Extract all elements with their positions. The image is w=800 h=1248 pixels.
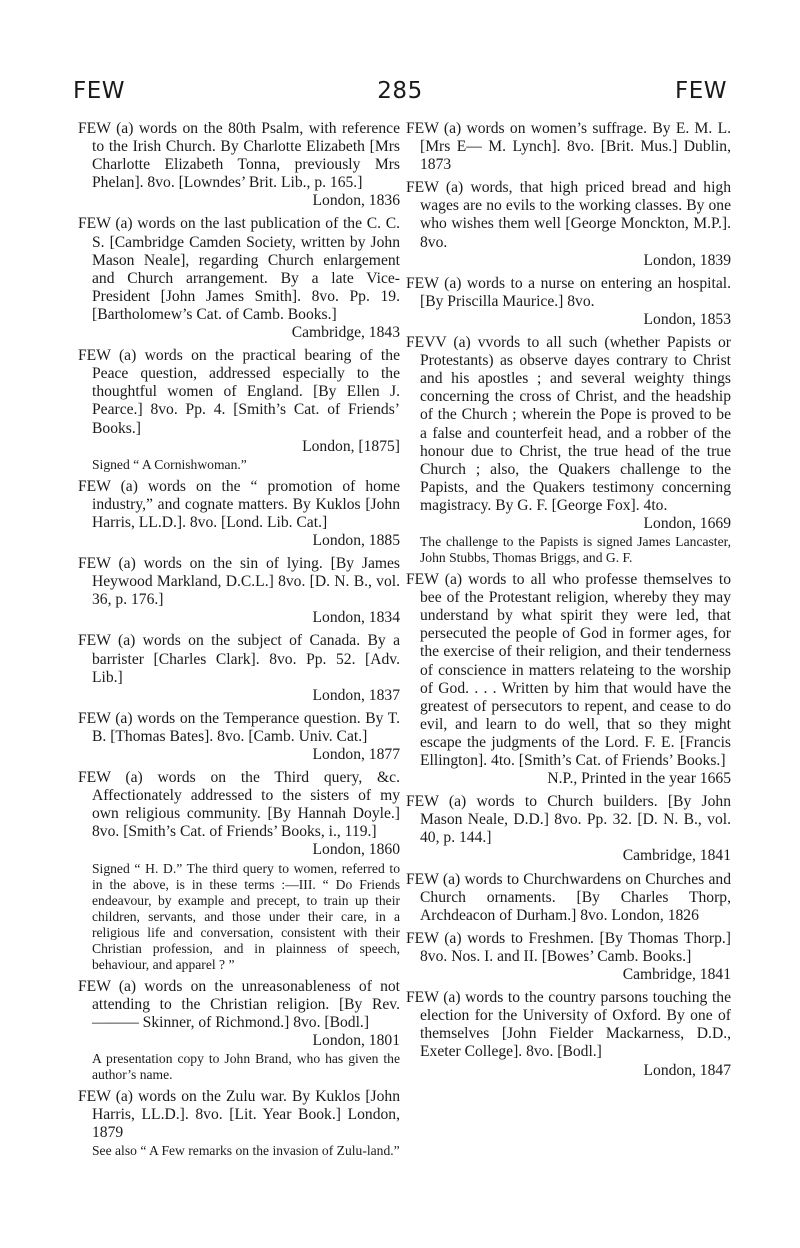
entry-text: FEW (a) words to all who professe themselves to bee of the Protestant religion, whereby they may understand by what spirit they were led, that persecuted the people of God in former ages, for the exercise of their religion, and their tenderness of conscience in matters relateing to the worship of God. . . . Written by him that would have the greatest of persecutors to repent, and cease to do evil, and learn to do well, that so they might escape the judgments of the Lord. F. E. [Francis Ellington]. 4to. [Smith’s Cat. of Friends’ Books.] bbox=[406, 571, 731, 769]
bibliography-entry bbox=[78, 769, 400, 972]
entry-text: FEW (a) words on the unreasonableness of not attending to the Christian religion. [By Rev. ——— Skinner, of Richmond.] 8vo. [Bodl.] bbox=[78, 977, 400, 1031]
bibliography-entry bbox=[406, 179, 731, 269]
entry-text: FEW (a) words on the subject of Canada. By a barrister [Charles Clark]. 8vo. Pp. 52. [Adv. Lib.] bbox=[78, 632, 400, 686]
bibliography-entry bbox=[406, 989, 731, 1079]
entry-imprint: Cambridge, 1843 bbox=[291, 324, 400, 342]
right-column bbox=[406, 120, 731, 1085]
entry-text: FEW (a) words on the practical bearing of the Peace question, addressed especially to the thoughtful women of England. [By Ellen J. Pearce.] 8vo. Pp. 4. [Smith’s Cat. of Friends’ Books.] bbox=[78, 347, 400, 437]
entry-imprint: London, 1669 bbox=[643, 514, 731, 532]
bibliography-entry bbox=[406, 871, 731, 925]
bibliography-entry bbox=[406, 334, 731, 566]
entry-imprint: London, 1853 bbox=[643, 310, 731, 328]
bibliography-entry bbox=[78, 215, 400, 342]
bibliography-entry bbox=[78, 478, 400, 550]
entry-imprint: Cambridge, 1841 bbox=[622, 966, 731, 984]
entry-imprint: London, 1860 bbox=[312, 841, 400, 859]
entry-imprint: N.P., Printed in the year 1665 bbox=[547, 770, 731, 788]
entry-text: FEW (a) words on the 80th Psalm, with reference to the Irish Church. By Charlotte Elizabeth [Mrs Charlotte Elizabeth Tonna, previously Mrs Phelan]. 8vo. [Lowndes’ Brit. Lib., p. 165.] bbox=[78, 120, 400, 192]
entry-imprint: London, 1877 bbox=[312, 746, 400, 763]
bibliography-entry bbox=[406, 120, 731, 174]
entry-imprint: London, [1875] bbox=[302, 437, 400, 455]
entry-imprint: London, 1836 bbox=[312, 192, 400, 210]
running-header bbox=[73, 78, 727, 108]
entry-text: FEW (a) words to Freshmen. [By Thomas Thorp.] 8vo. Nos. I. and II. [Bowes’ Camb. Books.] bbox=[406, 929, 731, 965]
entry-text: FEW (a) words on the Zulu war. By Kuklos [John Harris, LL.D.]. 8vo. [Lit. Year Book.] London, 1879 bbox=[78, 1087, 400, 1142]
entry-note: A presentation copy to John Brand, who has given the author’s name. bbox=[92, 1050, 400, 1082]
entry-text: FEW (a) words, that high priced bread and high wages are no evils to the working classes. By one who wishes them well [George Monckton, M.P.]. 8vo. bbox=[406, 179, 731, 251]
header-left-word: FEW bbox=[73, 78, 126, 104]
bibliography-entry bbox=[406, 930, 731, 984]
bibliography-entry bbox=[78, 978, 400, 1083]
entry-text: FEW (a) words on the last publication of the C. C. S. [Cambridge Camden Society, written by John Mason Neale], regarding Church enlargement and Church arrangement. By a late Vice-President [John James Smith]. 8vo. Pp. 19. [Bartholomew’s Cat. of Camb. Books.] bbox=[78, 215, 400, 323]
entry-note: Signed “ H. D.” The third query to women, referred to in the above, is in these terms :—III. “ Do Friends endeavour, by example and precept, to train up their children, servants, and those under their care, in a religious life and conversation, consistent with their Christian profession, and in plainness of speech, behaviour, and apparel ? ” bbox=[92, 860, 400, 972]
entry-imprint: Cambridge, 1841 bbox=[622, 847, 731, 865]
entry-text: FEW (a) words to the country parsons touching the election for the University of Oxford. By one of themselves [John Fielder Mackarness, D.D., Exeter College]. 8vo. [Bodl.] bbox=[406, 989, 731, 1061]
bibliography-entry bbox=[78, 1088, 400, 1159]
entry-imprint: London, 1837 bbox=[312, 686, 400, 704]
entry-imprint: London, 1801 bbox=[312, 1031, 400, 1049]
bibliography-entry bbox=[78, 632, 400, 704]
entry-text: FEW (a) words on the sin of lying. [By James Heywood Markland, D.C.L.] 8vo. [D. N. B., vol. 36, p. 176.] bbox=[78, 555, 400, 609]
entry-text: FEW (a) words to a nurse on entering an hospital. [By Priscilla Maurice.] 8vo. bbox=[406, 274, 731, 310]
entry-imprint: London, 1834 bbox=[312, 609, 400, 627]
bibliography-entry bbox=[78, 710, 400, 764]
bibliography-entry bbox=[406, 793, 731, 865]
entry-text: FEW (a) words on the Temperance question. By T. B. [Thomas Bates]. 8vo. [Camb. Univ. Cat.] bbox=[78, 709, 400, 745]
bibliography-entry bbox=[78, 347, 400, 473]
bibliography-entry bbox=[406, 571, 731, 788]
entry-imprint: London, 1885 bbox=[312, 531, 400, 549]
entry-text: FEW (a) words on women’s suffrage. By E. M. L. [Mrs E— M. Lynch]. 8vo. [Brit. Mus.] Dublin, 1873 bbox=[406, 120, 731, 174]
entry-text: FEW (a) words to Church builders. [By John Mason Neale, D.D.] 8vo. Pp. 32. [D. N. B., vol. 40, p. 144.] bbox=[406, 793, 731, 847]
bibliography-entry bbox=[78, 555, 400, 627]
entry-note: Signed “ A Cornishwoman.” bbox=[92, 456, 247, 472]
entry-note: See also “ A Few remarks on the invasion of Zulu-land.” bbox=[92, 1143, 400, 1159]
entry-text: FEVV (a) vvords to all such (whether Papists or Protestants) as observe dayes contrary to Christ and his apostles ; and several weighty things concerning the cross of Christ, and the headship of the Church ; wherein the Pope is proved to be a false and counterfeit head, and a robber of the honour due to Christ, the true head of the true Church ; also, the Quakers challenge to the Papists, and the Quakers testimony concerning magistracy. By G. F. [George Fox]. 4to. bbox=[406, 334, 731, 514]
entry-text: FEW (a) words on the Third query, &c. Affectionately addressed to the sisters of my own religious community. [By Hannah Doyle.] 8vo. [Smith’s Cat. of Friends’ Books, i., 119.] bbox=[78, 769, 400, 841]
entry-imprint: London, 1839 bbox=[643, 251, 731, 269]
entry-imprint: London, 1847 bbox=[643, 1061, 731, 1079]
bibliography-entry bbox=[406, 275, 731, 329]
header-right-word: FEW bbox=[674, 78, 727, 104]
bibliography-entry bbox=[78, 120, 400, 210]
entry-note: The challenge to the Papists is signed James Lancaster, John Stubbs, Thomas Briggs, and G. F. bbox=[420, 534, 731, 566]
left-column bbox=[78, 120, 400, 1164]
entry-text: FEW (a) words on the “ promotion of home industry,” and cognate matters. By Kuklos [John Harris, LL.D.]. 8vo. [Lond. Lib. Cat.] bbox=[78, 477, 400, 531]
page-number: 285 bbox=[377, 78, 423, 104]
entry-text: FEW (a) words to Churchwardens on Churches and Church ornaments. [By Charles Thorp, Archdeacon of Durham.] 8vo. London, 1826 bbox=[406, 870, 731, 924]
